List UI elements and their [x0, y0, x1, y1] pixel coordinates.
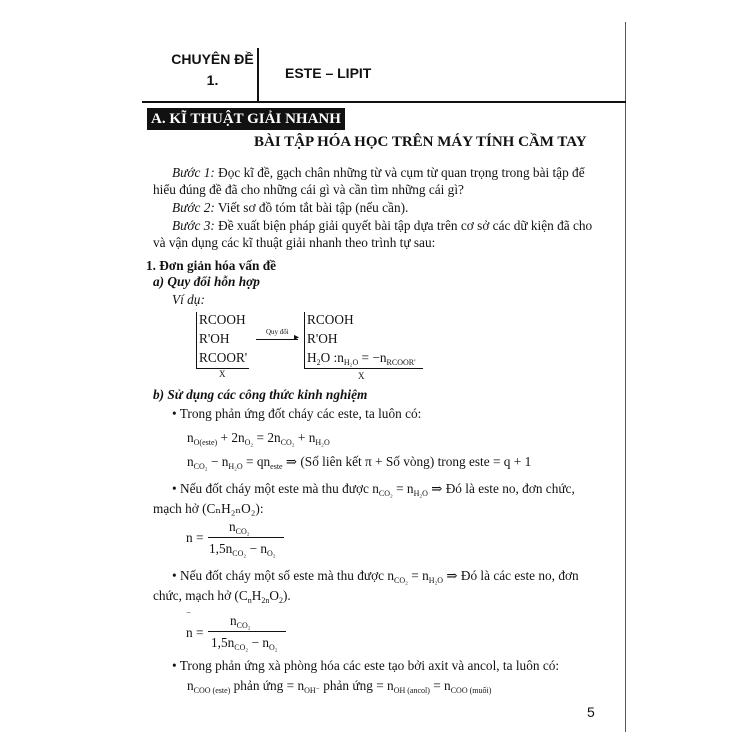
- right-item-2: R'OH: [307, 331, 338, 346]
- step-3: Bước 3: Đề xuất biện pháp giải quyết bài tập dựa trên cơ sở các dữ kiện đã cho: [172, 218, 593, 233]
- part-1-heading: 1. Đơn giản hóa vấn đề: [146, 258, 277, 273]
- frac-1-lhs: n =: [186, 530, 204, 545]
- bullet-2-cont: mạch hở (CₙH₂ₙO₂):: [153, 501, 264, 516]
- arrow-label: Quy đổi: [266, 328, 289, 336]
- bullet-3: • Nếu đốt cháy một số este mà thu được $n_{CO_2} = n_{H_2O}$ ⇒ Đó là các este no, đơn: [172, 568, 579, 585]
- arrow-head-icon: ▸: [294, 332, 300, 343]
- frac-1-bar: [208, 537, 284, 538]
- part-b-heading: b) Sử dụng các công thức kinh nghiệm: [153, 387, 368, 402]
- part-1a-heading: a) Quy đổi hỗn hợp: [153, 274, 260, 289]
- bullet-3-cont: chức, mạch hở $(C_nH_{2n}O_2)$.: [153, 588, 291, 605]
- chapter-header: [127, 48, 625, 102]
- right-item-1: RCOOH: [307, 312, 354, 327]
- chapter-title: ESTE – LIPIT: [285, 65, 372, 81]
- frac-2-den: $1,5n_{CO_2} - n_{O_2}$: [211, 635, 278, 652]
- left-item-1: RCOOH: [199, 312, 246, 327]
- step-2: Bước 2: Viết sơ đồ tóm tắt bài tập (nếu cần).: [172, 200, 409, 215]
- topic-label: CHUYÊN ĐỀ 1.: [171, 51, 254, 88]
- equation-1: $n_{O(este)} + 2n_{O_2} = 2n_{CO_2} + n_{H_2O}$: [187, 430, 330, 447]
- step-1-cont: hiểu đúng đề đã cho những cái gì và cần tìm những cái gì?: [153, 182, 464, 197]
- left-item-3: RCOOR': [199, 350, 248, 365]
- frac-1-num: $n_{CO_2}$: [229, 519, 250, 536]
- right-var: X: [358, 371, 365, 381]
- section-heading: A. KĨ THUẬT GIẢI NHANH: [147, 108, 345, 130]
- example-label: Ví dụ:: [172, 292, 205, 307]
- equation-3: $n_{COO (este)}$ phản ứng = $n_{OH^-}$ phản ứng = $n_{OH (ancol)} = n_{COO (muối)}$: [187, 678, 492, 695]
- frac-2-num: $n_{CO_2}$: [230, 613, 251, 630]
- bullet-4: • Trong phản ứng xà phòng hóa các este tạo bởi axit và ancol, ta luôn có:: [172, 658, 560, 673]
- left-var: X: [219, 369, 226, 379]
- right-item-3: $H_2O$ $:n_{H_2O} = -n_{RCOOR'}$: [307, 350, 416, 367]
- header-divider: [257, 48, 259, 102]
- frac-2-lhs: n =: [186, 625, 204, 640]
- section-subtitle: BÀI TẬP HÓA HỌC TRÊN MÁY TÍNH CẦM TAY: [254, 134, 587, 150]
- frac-1-den: $1,5n_{CO_2} - n_{O_2}$: [209, 541, 276, 558]
- header-rule: [142, 101, 626, 103]
- convert-arrow: [256, 339, 298, 340]
- overbar-mark: ‾: [187, 613, 191, 624]
- bullet-2: • Nếu đốt cháy một este mà thu được $n_{CO_2} = n_{H_2O}$ ⇒ Đó là este no, đơn chức,: [172, 481, 575, 498]
- page-number: 5: [587, 704, 595, 720]
- bullet-1: • Trong phản ứng đốt cháy các este, ta luôn có:: [172, 406, 422, 421]
- step-3-cont: và vận dụng các kĩ thuật giải nhanh theo trình tự sau:: [153, 235, 436, 250]
- frac-2-bar: [208, 631, 286, 632]
- step-1: Bước 1: Đọc kĩ đề, gạch chân những từ và cụm từ quan trọng trong bài tập để: [172, 165, 585, 180]
- left-item-2: R'OH: [199, 331, 230, 346]
- equation-2: $n_{CO_2} - n_{H_2O} = qn_{este}$ ⇒ (Số liên kết π + Số vòng) trong este = q + 1: [187, 454, 532, 471]
